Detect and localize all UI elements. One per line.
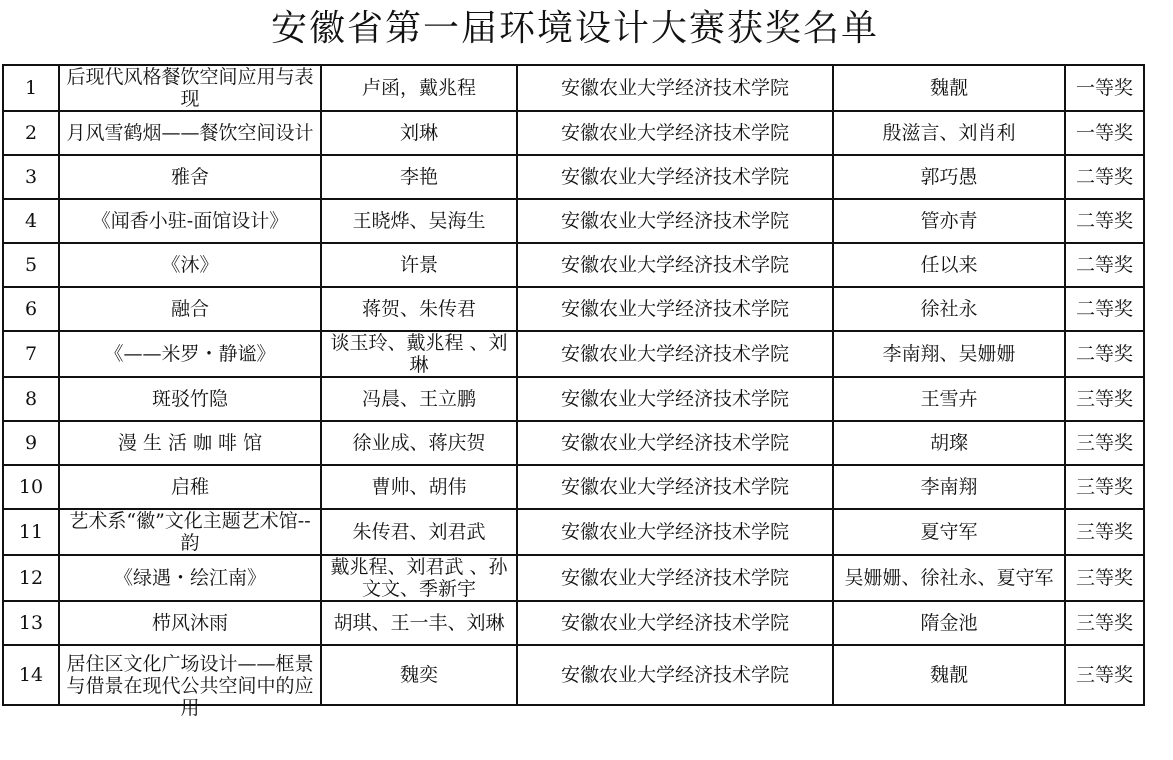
- advisor-cell: [833, 555, 1065, 601]
- table-row: [3, 243, 1144, 287]
- award-number-cell: [3, 377, 59, 421]
- award-level-cell: [1065, 601, 1144, 645]
- work-title-cell: [59, 645, 321, 719]
- advisor-cell-text: 魏靓: [929, 664, 968, 686]
- award-number-cell: [3, 155, 59, 199]
- work-title-cell: [59, 331, 321, 377]
- award-number-cell-text: 10: [18, 476, 44, 498]
- school-cell-text: 安徽农业大学经济技术学院: [560, 77, 789, 99]
- award-number-cell: [3, 645, 59, 705]
- work-title-cell: [59, 421, 321, 465]
- award-level-cell: [1065, 509, 1144, 555]
- school-cell-text: 安徽农业大学经济技术学院: [560, 521, 789, 543]
- table-row: [3, 377, 1144, 421]
- award-number-cell-text: 4: [24, 210, 38, 232]
- school-cell: [517, 111, 833, 155]
- work-title-cell: [59, 509, 321, 555]
- advisor-cell: [833, 111, 1065, 155]
- advisor-cell: [833, 645, 1065, 705]
- students-cell: [321, 377, 517, 421]
- students-cell: [321, 421, 517, 465]
- students-cell-text: 刘琳: [399, 122, 438, 144]
- work-title-cell: [59, 555, 321, 601]
- advisor-cell-text: 隋金池: [920, 612, 978, 634]
- award-level-cell-text: 三等奖: [1075, 612, 1133, 634]
- advisor-cell: [833, 243, 1065, 287]
- award-level-cell: [1065, 421, 1144, 465]
- award-number-cell-text: 14: [18, 664, 44, 686]
- work-title-cell-text: 雅舍: [170, 166, 209, 188]
- school-cell-text: 安徽农业大学经济技术学院: [560, 432, 789, 454]
- students-cell: [321, 645, 517, 705]
- advisor-cell-text: 夏守军: [920, 521, 978, 543]
- advisor-cell-text: 管亦青: [920, 210, 978, 232]
- award-number-cell: [3, 465, 59, 509]
- school-cell-text: 安徽农业大学经济技术学院: [560, 388, 789, 410]
- advisor-cell: [833, 331, 1065, 377]
- advisor-cell-text: 魏靓: [929, 77, 968, 99]
- table-row: [3, 421, 1144, 465]
- award-number-cell: [3, 601, 59, 645]
- work-title-cell-text: 居住区文化广场设计——框景与借景在现代公共空间中的应用: [66, 653, 314, 719]
- table-row: [3, 111, 1144, 155]
- award-level-cell-text: 三等奖: [1075, 567, 1133, 589]
- school-cell: [517, 199, 833, 243]
- advisor-cell-text: 任以来: [920, 254, 978, 276]
- students-cell-text: 许景: [399, 254, 438, 276]
- award-level-cell: [1065, 645, 1144, 705]
- award-number-cell-text: 9: [24, 432, 38, 454]
- work-title-cell-text: 月风雪鹤烟——餐饮空间设计: [66, 122, 314, 144]
- table-row: [3, 645, 1144, 705]
- award-number-cell: [3, 199, 59, 243]
- award-number-cell: [3, 555, 59, 601]
- students-cell: [321, 601, 517, 645]
- award-level-cell: [1065, 377, 1144, 421]
- table-row: [3, 601, 1144, 645]
- students-cell-text: 谈玉玲、戴兆程 、刘琳: [330, 332, 508, 376]
- award-level-cell-text: 一等奖: [1075, 122, 1133, 144]
- award-level-cell: [1065, 331, 1144, 377]
- work-title-cell-text: 《绿遇・绘江南》: [113, 567, 266, 589]
- work-title-cell: [59, 199, 321, 243]
- award-number-cell: [3, 509, 59, 555]
- award-number-cell: [3, 331, 59, 377]
- work-title-cell-text: 后现代风格餐饮空间应用与表现: [66, 66, 314, 110]
- students-cell: [321, 199, 517, 243]
- school-cell: [517, 465, 833, 509]
- work-title-cell-text: 栉风沐雨: [151, 612, 228, 634]
- award-level-cell-text: 二等奖: [1075, 254, 1133, 276]
- school-cell-text: 安徽农业大学经济技术学院: [560, 343, 789, 365]
- award-level-cell: [1065, 155, 1144, 199]
- school-cell-text: 安徽农业大学经济技术学院: [560, 612, 789, 634]
- award-number-cell: [3, 421, 59, 465]
- award-level-cell-text: 二等奖: [1075, 166, 1133, 188]
- award-number-cell-text: 2: [24, 122, 38, 144]
- table-row: [3, 287, 1144, 331]
- work-title-cell-text: 《闻香小驻-面馆设计》: [91, 210, 289, 232]
- advisor-cell: [833, 155, 1065, 199]
- students-cell-text: 戴兆程、刘君武 、孙文文、季新宇: [330, 556, 508, 600]
- award-number-cell-text: 12: [18, 567, 44, 589]
- award-level-cell-text: 三等奖: [1075, 476, 1133, 498]
- award-level-cell: [1065, 287, 1144, 331]
- school-cell: [517, 509, 833, 555]
- advisor-cell: [833, 65, 1065, 111]
- work-title-cell: [59, 155, 321, 199]
- advisor-cell: [833, 601, 1065, 645]
- advisor-cell: [833, 377, 1065, 421]
- school-cell: [517, 331, 833, 377]
- school-cell-text: 安徽农业大学经济技术学院: [560, 254, 789, 276]
- award-level-cell: [1065, 465, 1144, 509]
- work-title-cell: [59, 465, 321, 509]
- work-title-cell: [59, 65, 321, 111]
- advisor-cell-text: 吴姗姗、徐社永、夏守军: [844, 567, 1054, 589]
- work-title-cell-text: 漫 生 活 咖 啡 馆: [117, 432, 263, 454]
- advisor-cell-text: 胡璨: [929, 432, 968, 454]
- work-title-cell: [59, 377, 321, 421]
- school-cell-text: 安徽农业大学经济技术学院: [560, 476, 789, 498]
- school-cell-text: 安徽农业大学经济技术学院: [560, 122, 789, 144]
- students-cell-text: 胡琪、王一丰、刘琳: [333, 612, 505, 634]
- students-cell: [321, 111, 517, 155]
- advisor-cell: [833, 465, 1065, 509]
- award-number-cell: [3, 243, 59, 287]
- students-cell: [321, 155, 517, 199]
- students-cell: [321, 465, 517, 509]
- students-cell: [321, 65, 517, 111]
- award-table: [2, 64, 1145, 719]
- advisor-cell: [833, 421, 1065, 465]
- advisor-cell: [833, 199, 1065, 243]
- work-title-cell: [59, 243, 321, 287]
- school-cell: [517, 155, 833, 199]
- award-level-cell-text: 三等奖: [1075, 432, 1133, 454]
- school-cell: [517, 645, 833, 705]
- school-cell: [517, 243, 833, 287]
- students-cell: [321, 287, 517, 331]
- students-cell: [321, 555, 517, 601]
- award-level-cell: [1065, 199, 1144, 243]
- advisor-cell-text: 徐社永: [920, 298, 978, 320]
- work-title-cell-text: 融合: [170, 298, 209, 320]
- school-cell-text: 安徽农业大学经济技术学院: [560, 664, 789, 686]
- table-row: [3, 65, 1144, 111]
- students-cell: [321, 243, 517, 287]
- advisor-cell-text: 殷滋言、刘肖利: [882, 122, 1016, 144]
- award-number-cell-text: 7: [24, 343, 38, 365]
- award-level-cell: [1065, 111, 1144, 155]
- table-row: [3, 555, 1144, 601]
- award-number-cell: [3, 111, 59, 155]
- students-cell-text: 王晓烨、吴海生: [352, 210, 486, 232]
- advisor-cell-text: 李南翔、吴姗姗: [882, 343, 1016, 365]
- school-cell: [517, 555, 833, 601]
- award-level-cell-text: 二等奖: [1075, 210, 1133, 232]
- award-level-cell-text: 二等奖: [1075, 298, 1133, 320]
- award-number-cell-text: 1: [24, 77, 38, 99]
- award-number-cell-text: 6: [24, 298, 38, 320]
- advisor-cell-text: 李南翔: [920, 476, 978, 498]
- page-title: 安徽省第一届环境设计大赛获奖名单: [270, 8, 879, 49]
- award-level-cell-text: 三等奖: [1075, 521, 1133, 543]
- school-cell-text: 安徽农业大学经济技术学院: [560, 298, 789, 320]
- award-number-cell-text: 13: [18, 612, 44, 634]
- award-number-cell-text: 5: [24, 254, 38, 276]
- students-cell-text: 魏奕: [399, 664, 438, 686]
- school-cell: [517, 287, 833, 331]
- school-cell-text: 安徽农业大学经济技术学院: [560, 166, 789, 188]
- table-row: [3, 465, 1144, 509]
- school-cell-text: 安徽农业大学经济技术学院: [560, 210, 789, 232]
- students-cell: [321, 331, 517, 377]
- award-number-cell: [3, 287, 59, 331]
- students-cell-text: 李艳: [399, 166, 438, 188]
- students-cell-text: 冯晨、王立鹏: [361, 388, 476, 410]
- work-title-cell-text: 《——米罗・静谧》: [104, 343, 276, 365]
- award-number-cell-text: 8: [24, 388, 38, 410]
- work-title-cell: [59, 111, 321, 155]
- award-table-body: [3, 65, 1144, 719]
- advisor-cell-text: 王雪卉: [920, 388, 978, 410]
- school-cell-text: 安徽农业大学经济技术学院: [560, 567, 789, 589]
- students-cell-text: 朱传君、刘君武: [352, 521, 486, 543]
- students-cell-text: 曹帅、胡伟: [371, 476, 467, 498]
- students-cell-text: 卢函，戴兆程: [361, 77, 476, 99]
- table-row: [3, 509, 1144, 555]
- award-level-cell: [1065, 555, 1144, 601]
- table-row: [3, 155, 1144, 199]
- work-title-cell-text: 启稚: [170, 476, 209, 498]
- work-title-cell-text: 《沐》: [161, 254, 219, 276]
- table-row: [3, 331, 1144, 377]
- advisor-cell-text: 郭巧愚: [920, 166, 978, 188]
- award-level-cell-text: 二等奖: [1075, 343, 1133, 365]
- work-title-cell: [59, 287, 321, 331]
- work-title-cell: [59, 601, 321, 645]
- work-title-cell-text: 艺术系“徽”文化主题艺术馆--韵: [69, 510, 311, 554]
- award-number-cell-text: 3: [24, 166, 38, 188]
- students-cell-text: 徐业成、蒋庆贺: [352, 432, 486, 454]
- award-level-cell-text: 三等奖: [1075, 664, 1133, 686]
- award-level-cell: [1065, 243, 1144, 287]
- students-cell: [321, 509, 517, 555]
- school-cell: [517, 421, 833, 465]
- advisor-cell: [833, 509, 1065, 555]
- award-level-cell-text: 三等奖: [1075, 388, 1133, 410]
- advisor-cell: [833, 287, 1065, 331]
- award-level-cell: [1065, 65, 1144, 111]
- work-title-cell-text: 斑驳竹隐: [151, 388, 228, 410]
- award-number-cell: [3, 65, 59, 111]
- award-number-cell-text: 11: [18, 521, 44, 543]
- students-cell-text: 蒋贺、朱传君: [361, 298, 476, 320]
- school-cell: [517, 65, 833, 111]
- award-level-cell-text: 一等奖: [1075, 77, 1133, 99]
- school-cell: [517, 377, 833, 421]
- table-row: [3, 199, 1144, 243]
- school-cell: [517, 601, 833, 645]
